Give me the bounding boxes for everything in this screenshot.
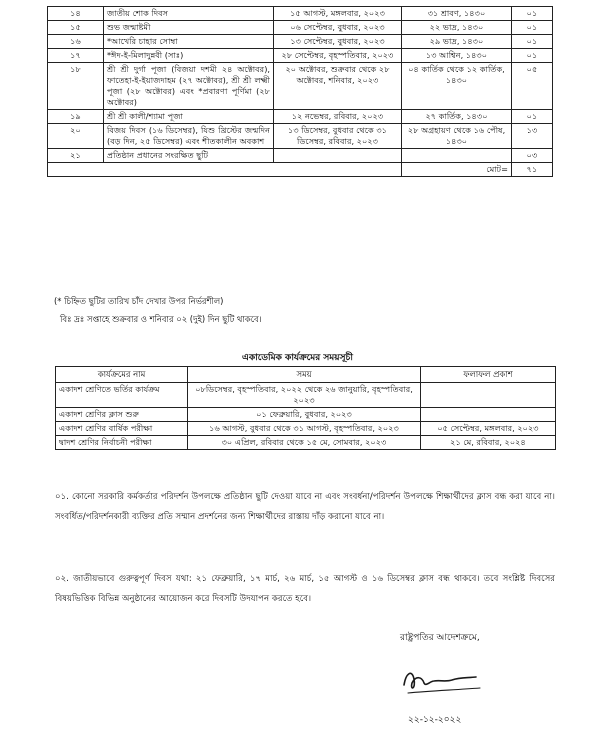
holiday-serial: ১৮ xyxy=(48,63,104,110)
holiday-days: ০৩ xyxy=(512,149,553,163)
holiday-bangla-date: ২৮ অগ্রহায়ণ থেকে ১৬ পৌষ, ১৪৩০ xyxy=(402,124,512,149)
signature xyxy=(398,655,488,705)
academic-row xyxy=(56,408,556,422)
activity-time: ৩০ এপ্রিল, রবিবার থেকে ১৫ মে, সোমবার, ২০২৩ xyxy=(188,436,421,450)
holiday-name: শুভ জন্মাষ্টমী xyxy=(104,21,274,35)
academic-row xyxy=(56,383,556,408)
holiday-name: *আখেরি চাহার সোম্বা xyxy=(104,35,274,49)
holiday-serial: ২০ xyxy=(48,124,104,149)
holiday-name: *ঈদ-ই-মিলাদুন্নবী (সাঃ) xyxy=(104,49,274,63)
holiday-bangla-date: ১৩ আশ্বিন, ১৪৩০ xyxy=(402,49,512,63)
holiday-name: শ্রী শ্রী দুর্গা পূজা (বিজয়া দশমী ২৪ অক্টোবর), ফাতেহা-ই-ইয়াজদাহম (২৭ অক্টোবর), শ্রী শ্রী লক্ষ্মী পূজা (২৮ অক্টোবর) এবং *প্রবারণা পূর্ণিমা (২৮ অক্টোবর) xyxy=(104,63,274,110)
holiday-days: ০১ xyxy=(512,7,553,21)
activity-name: একাদশ শ্রেণির ক্লাস শুরু xyxy=(56,408,188,422)
holiday-serial: ২১ xyxy=(48,149,104,163)
academic-row xyxy=(56,422,556,436)
holiday-table xyxy=(47,6,553,177)
activity-time: ০৮ডিসেম্বর, বৃহস্পতিবার, ২০২২ থেকে ২৬ জানুয়ারি, বৃহস্পতিবার, ২০২৩ xyxy=(188,383,421,408)
holiday-bangla-date: ৩১ শ্রাবণ, ১৪৩০ xyxy=(402,7,512,21)
holiday-days: ০১ xyxy=(512,49,553,63)
activity-result: ২১ মে, রবিবার, ২০২৪ xyxy=(421,436,556,450)
holiday-days: ১৩ xyxy=(512,124,553,149)
holiday-row xyxy=(48,21,553,35)
holiday-row xyxy=(48,49,553,63)
holiday-row xyxy=(48,63,553,110)
holiday-bangla-date: ২৭ কার্তিক, ১৪৩০ xyxy=(402,110,512,124)
academic-header-row xyxy=(56,367,556,383)
holiday-days: ০১ xyxy=(512,110,553,124)
presidential-order-line: রাষ্ট্রপতির আদেশক্রমে, xyxy=(400,633,480,643)
holiday-bangla-date: ২৯ ভাদ্র, ১৪৩০ xyxy=(402,35,512,49)
holiday-date: ১২ নভেম্বর, রবিবার, ২০২৩ xyxy=(274,110,402,124)
holiday-serial: ১৭ xyxy=(48,49,104,63)
activity-result xyxy=(421,383,556,408)
holiday-date: ২৮ সেপ্টেম্বর, বৃহস্পতিবার, ২০২৩ xyxy=(274,49,402,63)
activity-result xyxy=(421,408,556,422)
holiday-serial: ১৫ xyxy=(48,21,104,35)
holiday-serial: ১৬ xyxy=(48,35,104,49)
header-time: সময় xyxy=(188,367,421,383)
holiday-name: বিজয় দিবস (১৬ ডিসেম্বর), যিশু খ্রিস্টের জন্মদিন (বড় দিন, ২৫ ডিসেম্বর) এবং শীতকালীন অবকাশ xyxy=(104,124,274,149)
total-label: মোট= xyxy=(402,163,512,177)
academic-schedule-title: একাডেমিক কার্যক্রমের সময়সূচী xyxy=(242,353,353,363)
holiday-row xyxy=(48,35,553,49)
holiday-date: ১৫ আগস্ট, মঙ্গলবার, ২০২৩ xyxy=(274,7,402,21)
holiday-date: ১৩ ডিসেম্বর, বুধবার থেকে ৩১ ডিসেম্বর, রবিবার, ২০২৩ xyxy=(274,124,402,149)
holiday-days: ০৫ xyxy=(512,63,553,110)
holiday-bangla-date: ০৪ কার্তিক থেকে ১২ কার্তিক, ১৪৩০ xyxy=(402,63,512,110)
weekend-note: বিঃ দ্রঃ সপ্তাহে শুক্রবার ও শনিবার ০২ (দুই) দিন ছুটি থাকবে। xyxy=(60,314,262,324)
total-days: ৭১ xyxy=(512,163,553,177)
holiday-serial: ১৯ xyxy=(48,110,104,124)
holiday-days: ০১ xyxy=(512,35,553,49)
holiday-serial: ১৪ xyxy=(48,7,104,21)
activity-name: একাদশ শ্রেণিতে ভর্তির কার্যক্রম xyxy=(56,383,188,408)
header-result-publication: ফলাফল প্রকাশ xyxy=(421,367,556,383)
holiday-date: ২০ অক্টোবর, শুক্রবার থেকে ২৮ অক্টোবর, শনিবার, ২০২৩ xyxy=(274,63,402,110)
activity-time: ১৬ আগস্ট, বুধবার থেকে ৩১ আগস্ট, বৃহস্পতিবার, ২০২৩ xyxy=(188,422,421,436)
activity-name: দ্বাদশ শ্রেণির নির্বাচনী পরীক্ষা xyxy=(56,436,188,450)
holiday-name: শ্রী শ্রী কালী/শ্যামা পূজা xyxy=(104,110,274,124)
total-blank-cell xyxy=(48,163,402,177)
academic-row xyxy=(56,436,556,450)
holiday-row xyxy=(48,7,553,21)
moon-sighting-note: (* চিহ্নিত ছুটির তারিখ চাঁদ দেখার উপর নির্ভরশীল) xyxy=(54,296,224,306)
academic-schedule-table xyxy=(55,366,556,450)
holiday-row xyxy=(48,149,553,163)
holiday-name: প্রতিষ্ঠান প্রধানের সংরক্ষিত ছুটি xyxy=(104,149,274,163)
activity-name: একাদশ শ্রেণির বার্ষিক পরীক্ষা xyxy=(56,422,188,436)
holiday-bangla-date xyxy=(402,149,512,163)
activity-time: ০১ ফেব্রুয়ারি, বুধবার, ২০২৩ xyxy=(188,408,421,422)
holiday-date xyxy=(274,149,402,163)
holiday-row xyxy=(48,124,553,149)
signature-date: ২২-১২-২০২২ xyxy=(408,715,462,725)
header-activity-name: কার্যক্রমের নাম xyxy=(56,367,188,383)
holiday-total-row xyxy=(48,163,553,177)
holiday-days: ০১ xyxy=(512,21,553,35)
holiday-date: ১৩ সেপ্টেম্বর, বুধবার, ২০২৩ xyxy=(274,35,402,49)
holiday-bangla-date: ২২ ভাদ্র, ১৪৩০ xyxy=(402,21,512,35)
activity-result: ০৫ সেপ্টেম্বর, মঙ্গলবার, ২০২৩ xyxy=(421,422,556,436)
instruction-paragraph-1: ০১. কোনো সরকারি কর্মকর্তার পরিদর্শন উপলক্ষে প্রতিষ্ঠান ছুটি দেওয়া যাবে না এবং সংবর্ধনা/পরিদর্শন উপলক্ষে শিক্ষার্থীদের ক্লাস বন্ধ করা যাবে না। সংবর্ধিত/পরিদর্শনকারী ব্যক্তির প্রতি সম্মান প্রদর্শনের জন্য শিক্ষার্থীদের রাস্তায় দাঁড় করানো যাবে না। xyxy=(55,492,555,522)
holiday-date: ০৬ সেপ্টেম্বর, বুধবার, ২০২৩ xyxy=(274,21,402,35)
holiday-name: জাতীয় শোক দিবস xyxy=(104,7,274,21)
instruction-paragraph-2: ০২. জাতীয়ভাবে গুরুত্বপূর্ণ দিবস যথা: ২১ ফেব্রুয়ারি, ১৭ মার্চ, ২৬ মার্চ, ১৫ আগস্ট ও ১৬ ডিসেম্বর ক্লাস বন্ধ থাকবে। তবে সংশ্লিষ্ট দিবসের বিষয়ভিত্তিক বিভিন্ন অনুষ্ঠানের আয়োজন করে দিবসটি উদযাপন করতে হবে। xyxy=(55,574,555,604)
holiday-row xyxy=(48,110,553,124)
